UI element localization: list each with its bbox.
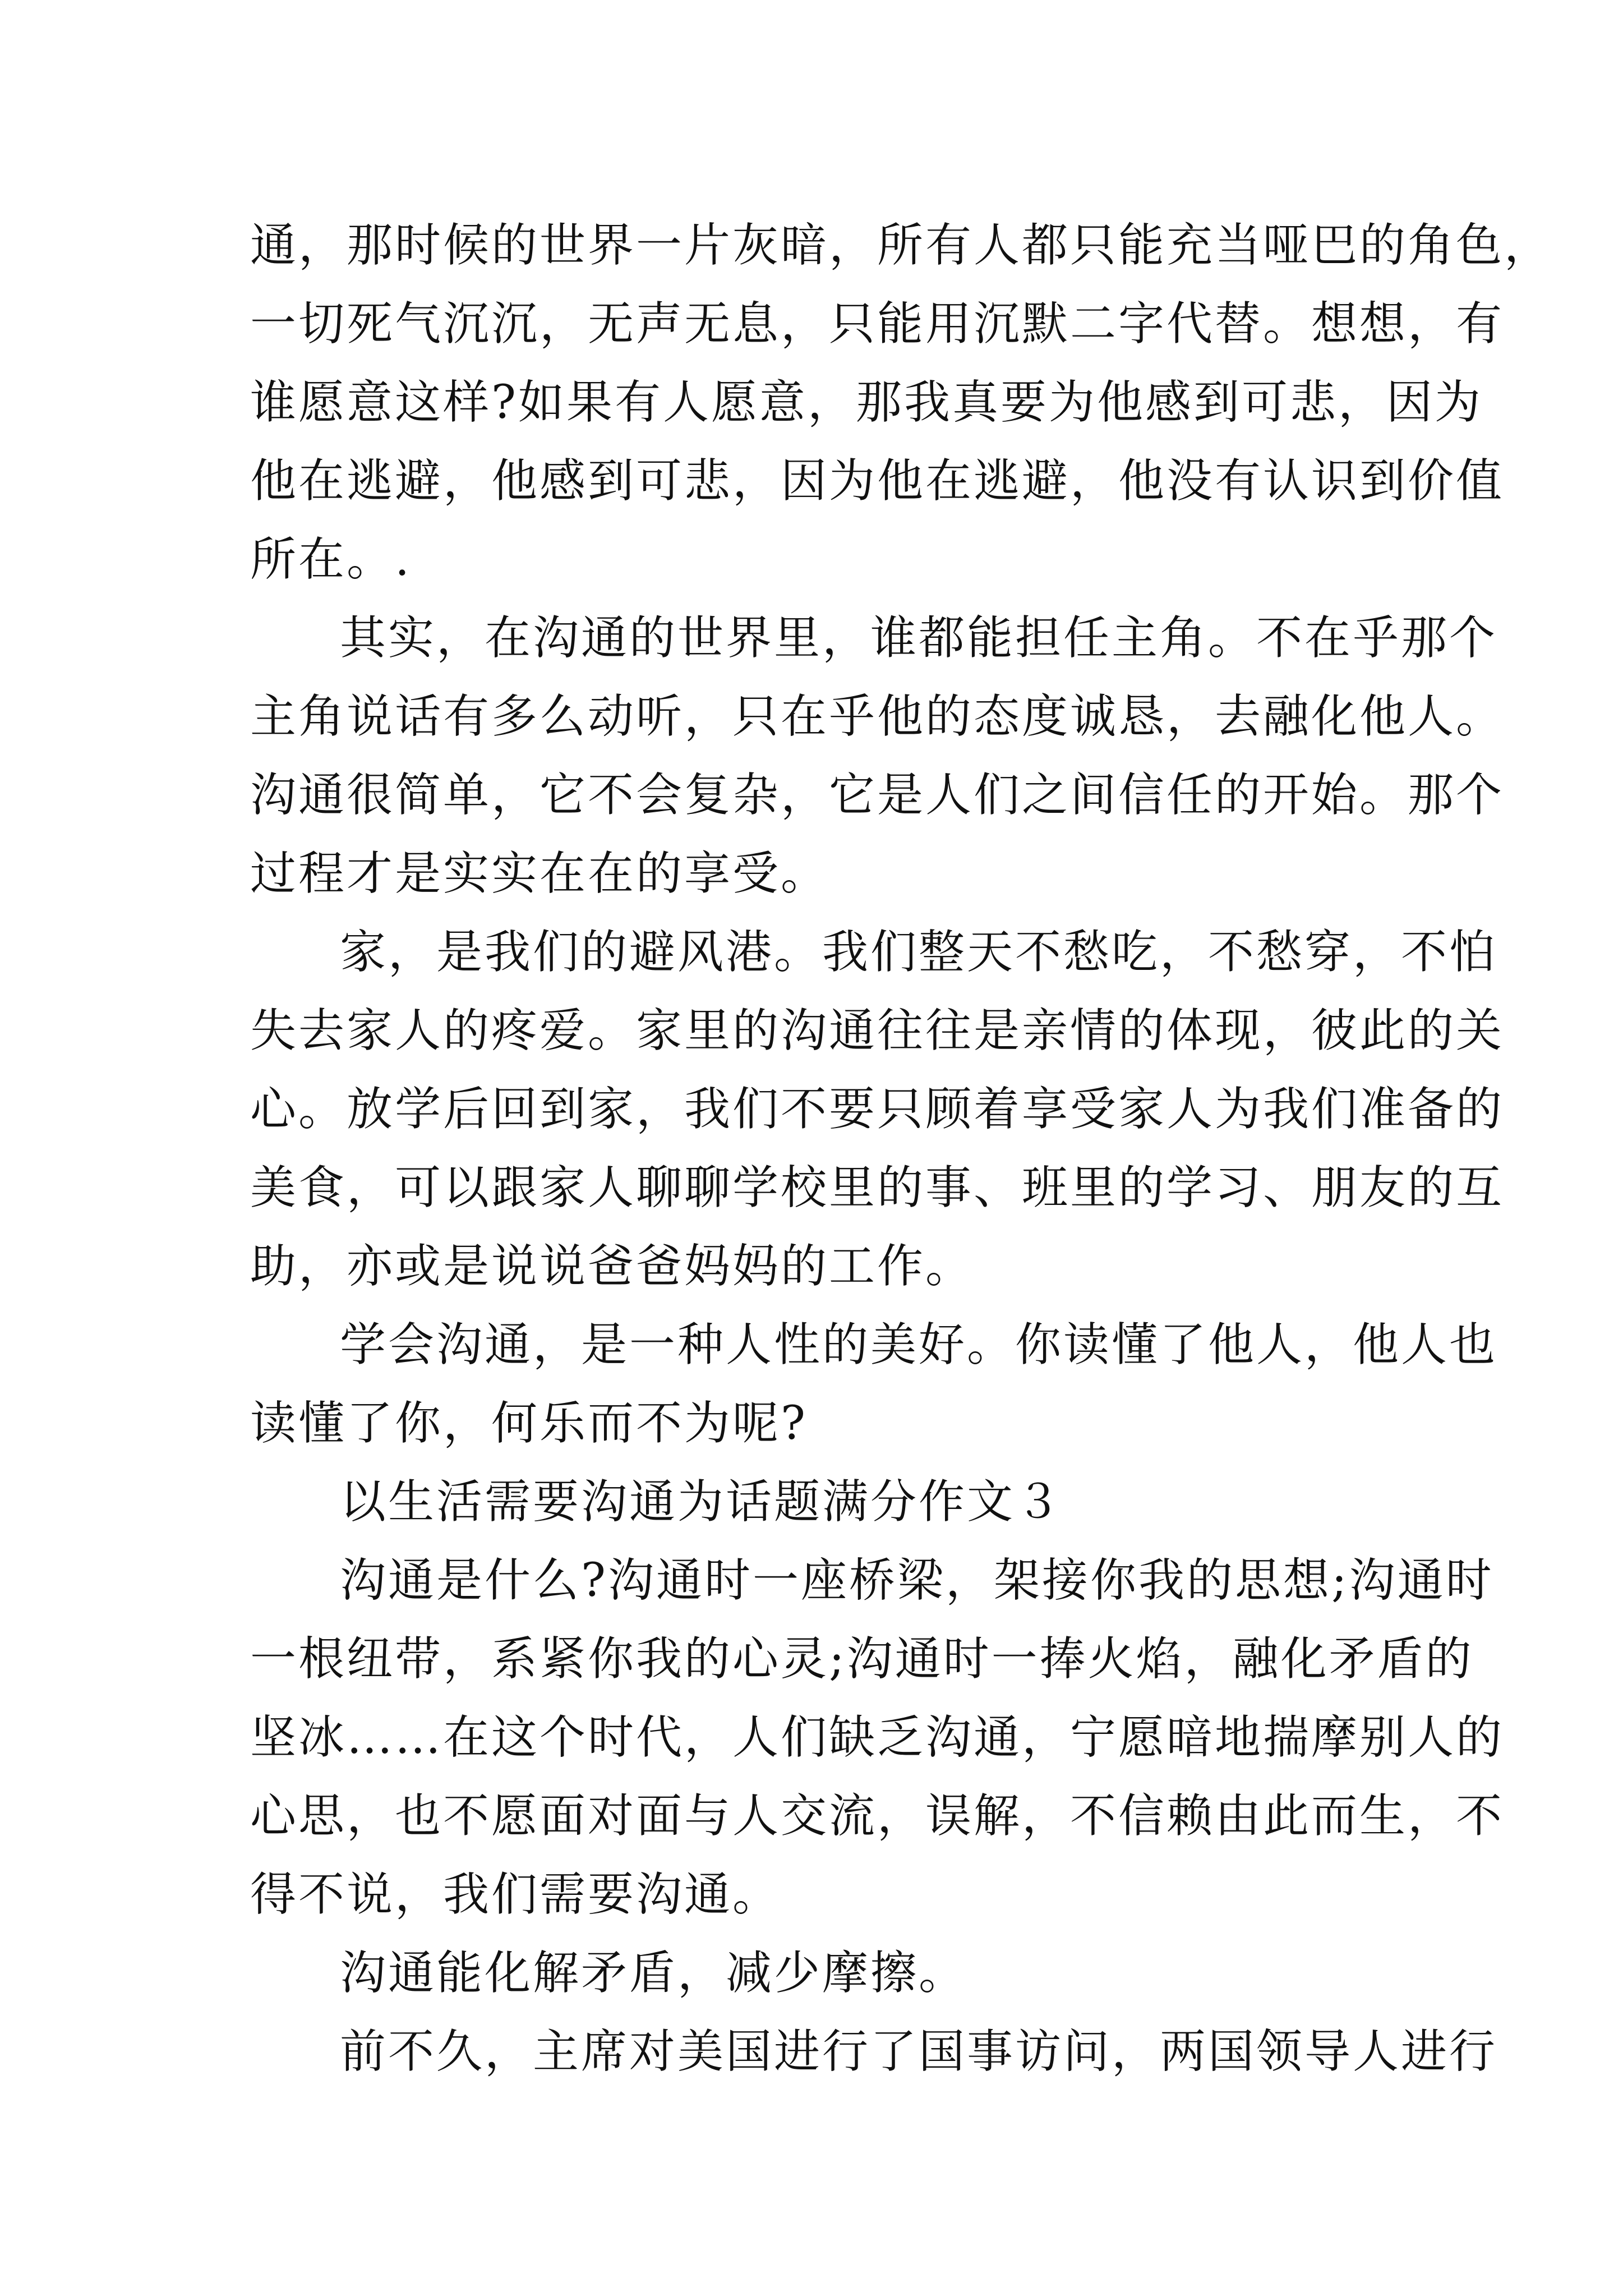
text-line: 得不说，我们需要沟通。 (250, 1868, 781, 1921)
text-line: 过程才是实实在在的享受。 (250, 847, 829, 900)
text-line: 通，那时候的世界一片灰暗，所有人都只能充当哑巴的角色， (250, 219, 1553, 272)
text-line: 一根纽带，系紧你我的心灵;沟通时一捧火焰，融化矛盾的 (250, 1632, 1474, 1686)
paragraph-first-line: 沟通是什么?沟通时一座桥梁，架接你我的思想;沟通时 (340, 1554, 1494, 1607)
text-line: 谁愿意这样?如果有人愿意，那我真要为他感到可悲，因为 (250, 376, 1483, 429)
text-line: 失去家人的疼爱。家里的沟通往往是亲情的体现，彼此的关 (250, 1004, 1505, 1057)
text-line: 他在逃避，他感到可悲，因为他在逃避，他没有认识到价值 (250, 454, 1505, 508)
text-line: 主角说话有多么动听，只在乎他的态度诚恳，去融化他人。 (250, 690, 1505, 743)
text-line: 美食，可以跟家人聊聊学校里的事、班里的学习、朋友的互 (250, 1161, 1505, 1214)
text-line: 心思，也不愿面对面与人交流，误解，不信赖由此而生，不 (250, 1789, 1505, 1843)
section-heading: 以生活需要沟通为话题满分作文３ (340, 1475, 1064, 1529)
text-line: 助，亦或是说说爸爸妈妈的工作。 (250, 1240, 974, 1293)
text-line: 心。放学后回到家，我们不要只顾着享受家人为我们准备的 (250, 1083, 1505, 1136)
paragraph-first-line: 沟通能化解矛盾，减少摩擦。 (340, 1947, 967, 2000)
paragraph-first-line: 学会沟通，是一种人性的美好。你读懂了他人，他人也 (340, 1318, 1498, 1372)
paragraph-first-line: 前不久，主席对美国进行了国事访问，两国领导人进行 (340, 2025, 1498, 2078)
text-line: 所在。. (250, 533, 412, 586)
paragraph-first-line: 其实，在沟通的世界里，谁都能担任主角。不在乎那个 (340, 611, 1498, 665)
text-line: 沟通很简单，它不会复杂，它是人们之间信任的开始。那个 (250, 769, 1505, 822)
text-line: 读懂了你，何乐而不为呢? (250, 1397, 808, 1450)
paragraph-first-line: 家，是我们的避风港。我们整天不愁吃，不愁穿，不怕 (340, 926, 1498, 979)
text-line: 一切死气沉沉，无声无息，只能用沉默二字代替。想想，有 (250, 297, 1505, 351)
text-line: 坚冰……在这个时代，人们缺乏沟通，宁愿暗地揣摩别人的 (250, 1711, 1505, 1764)
